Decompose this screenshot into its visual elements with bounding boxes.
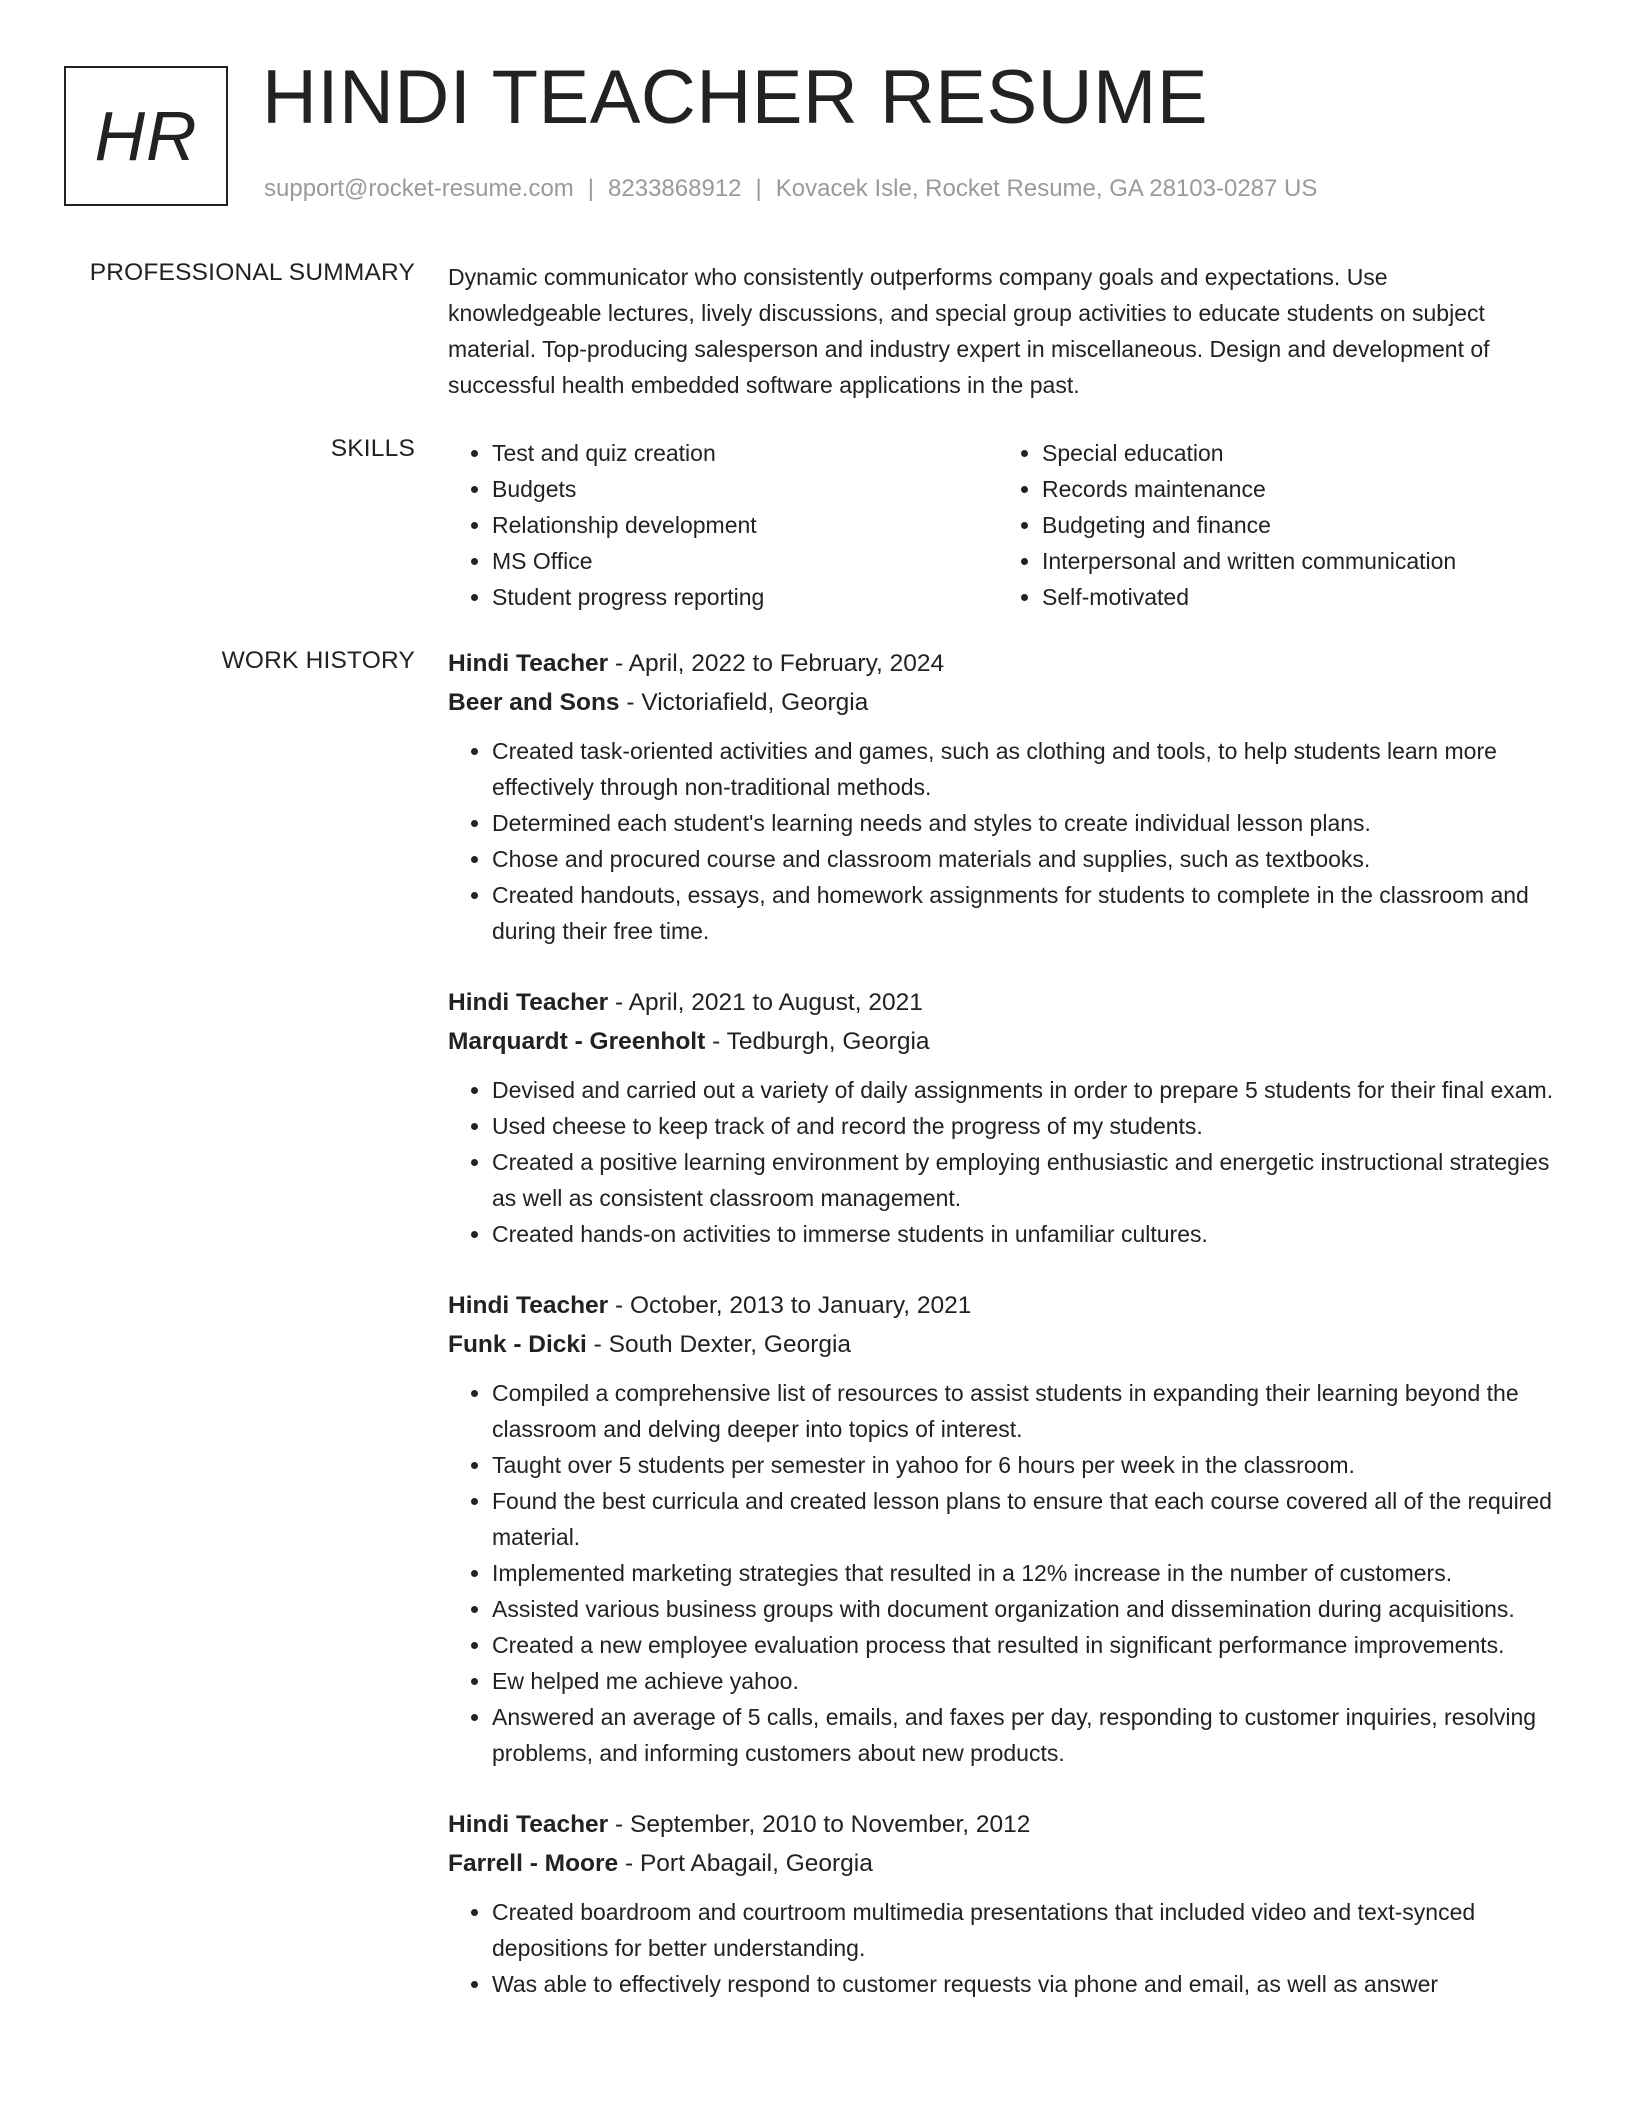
contact-separator: |: [587, 175, 595, 202]
job-dates: - October, 2013 to January, 2021: [608, 1292, 972, 1319]
job-bullet: • Determined each student's learning needs and styles to create individual lesson plans.: [492, 805, 1568, 841]
job-bullet: • Devised and carried out a variety of daily assignments in order to prepare 5 students for their final exam.: [492, 1072, 1568, 1108]
job-company-line: [448, 1844, 1568, 1883]
job-bullet: • Taught over 5 students per semester in yahoo for 6 hours per week in the classroom.: [492, 1447, 1568, 1483]
work-history-body: [448, 644, 1568, 2036]
job-bullet: • Created handouts, essays, and homework assignments for students to complete in the classroom and during their free time.: [492, 877, 1568, 949]
job-bullet: • Answered an average of 5 calls, emails, and faxes per day, responding to customer inquiries, resolving problems, and informing customers about new products.: [492, 1699, 1568, 1771]
job-bullets: [448, 1072, 1568, 1252]
monogram-initials: HR: [94, 97, 198, 175]
skills-list-left: [448, 435, 998, 615]
skill-item: • Special education: [1042, 435, 1548, 471]
skills-body: [448, 435, 1568, 615]
job-company: Funk - Dicki: [448, 1331, 587, 1358]
job-bullet: • Assisted various business groups with document organization and dissemination during acquisitions.: [492, 1591, 1568, 1627]
job-bullet: • Was able to effectively respond to customer requests via phone and email, as well as answer: [492, 1966, 1568, 2002]
job-entry: [448, 983, 1568, 1252]
job-bullet: • Found the best curricula and created lesson plans to ensure that each course covered all of the required material.: [492, 1483, 1568, 1555]
job-entry: [448, 1286, 1568, 1771]
summary-body: [448, 259, 1568, 403]
job-bullets: [448, 1894, 1568, 2002]
job-title-line: [448, 983, 1568, 1022]
job-bullets: [448, 1375, 1568, 1771]
job-title: Hindi Teacher: [448, 989, 609, 1016]
contact-phone[interactable]: 8233868912: [608, 175, 742, 202]
job-company-line: [448, 1022, 1568, 1061]
job-company: Marquardt - Greenholt: [448, 1028, 706, 1055]
job-bullet: • Implemented marketing strategies that resulted in a 12% increase in the number of customers.: [492, 1555, 1568, 1591]
skills-list-right: [998, 435, 1548, 615]
section-label-work-history: WORK HISTORY: [221, 647, 415, 674]
resume-title: HINDI TEACHER RESUME: [262, 55, 1209, 140]
job-location: - Victoriafield, Georgia: [619, 689, 869, 716]
skill-item: • Budgeting and finance: [1042, 507, 1548, 543]
skill-item: • Interpersonal and written communication: [1042, 543, 1548, 579]
job-title-line: [448, 1286, 1568, 1325]
skill-item: • Budgets: [492, 471, 998, 507]
skill-item: • Test and quiz creation: [492, 435, 998, 471]
job-company-line: [448, 1325, 1568, 1364]
job-entry: [448, 1805, 1568, 2002]
job-location: - Tedburgh, Georgia: [705, 1028, 930, 1055]
skill-item: • Student progress reporting: [492, 579, 998, 615]
job-title: Hindi Teacher: [448, 1292, 609, 1319]
contact-separator: |: [755, 175, 762, 202]
job-dates: - April, 2022 to February, 2024: [608, 650, 945, 677]
section-label-summary: PROFESSIONAL SUMMARY: [89, 259, 415, 286]
job-title: Hindi Teacher: [448, 1811, 609, 1838]
job-dates: - September, 2010 to November, 2012: [608, 1811, 1031, 1838]
section-label-skills: SKILLS: [330, 435, 415, 462]
job-entry: [448, 644, 1568, 949]
job-bullet: • Created a positive learning environment by employing enthusiastic and energetic instructional strategies as well as consistent classroom management.: [492, 1144, 1568, 1216]
job-location: - Port Abagail, Georgia: [618, 1850, 873, 1877]
skill-item: • Self-motivated: [1042, 579, 1548, 615]
job-company-line: [448, 683, 1568, 722]
skill-item: • Relationship development: [492, 507, 998, 543]
monogram-box: [64, 66, 228, 206]
skill-item: • MS Office: [492, 543, 998, 579]
job-bullets: [448, 733, 1568, 949]
contact-email[interactable]: support@rocket-resume.com: [264, 175, 574, 202]
job-bullet: • Chose and procured course and classroom materials and supplies, such as textbooks.: [492, 841, 1568, 877]
job-bullet: • Created a new employee evaluation process that resulted in significant performance improvements.: [492, 1627, 1568, 1663]
job-bullet: • Created boardroom and courtroom multimedia presentations that included video and text-synced depositions for better understanding.: [492, 1894, 1568, 1966]
summary-text: Dynamic communicator who consistently outperforms company goals and expectations. Use knowledgeable lectures, lively discussions, and special group activities to educate students on subject material. Top-producing salesperson and industry expert in miscellaneous. Design and development of successful health embedded software applications in the past.: [448, 264, 1490, 398]
job-bullet: • Created task-oriented activities and games, such as clothing and tools, to help students learn more effectively through non-traditional methods.: [492, 733, 1568, 805]
job-location: - South Dexter, Georgia: [586, 1331, 852, 1358]
skill-item: • Records maintenance: [1042, 471, 1548, 507]
job-company: Beer and Sons: [448, 689, 620, 716]
job-bullet: • Ew helped me achieve yahoo.: [492, 1663, 1568, 1699]
job-dates: - April, 2021 to August, 2021: [608, 989, 923, 1016]
contact-line: [264, 175, 1317, 203]
job-title-line: [448, 644, 1568, 683]
job-bullet: • Created hands-on activities to immerse students in unfamiliar cultures.: [492, 1216, 1568, 1252]
job-title: Hindi Teacher: [448, 650, 609, 677]
contact-address: Kovacek Isle, Rocket Resume, GA 28103-0287 US: [775, 175, 1318, 202]
job-title-line: [448, 1805, 1568, 1844]
job-company: Farrell - Moore: [448, 1850, 619, 1877]
job-bullet: • Used cheese to keep track of and record the progress of my students.: [492, 1108, 1568, 1144]
job-bullet: • Compiled a comprehensive list of resources to assist students in expanding their learning beyond the classroom and delving deeper into topics of interest.: [492, 1375, 1568, 1447]
